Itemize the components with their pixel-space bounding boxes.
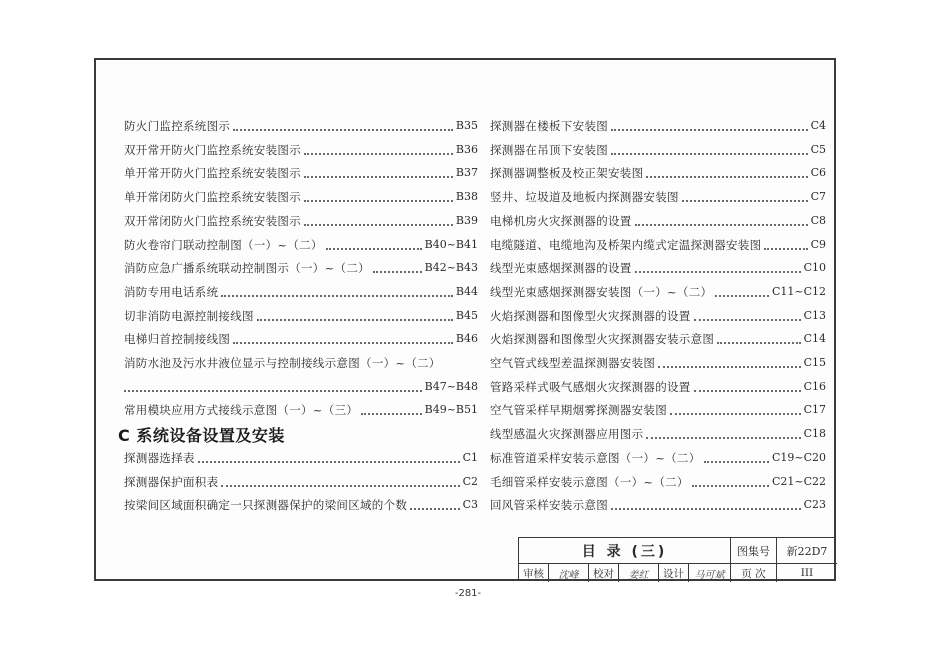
toc-entry-page: C4 [810, 119, 826, 132]
toc-entry [490, 329, 826, 349]
toc-entry-page: B45 [455, 308, 478, 322]
toc-entry-page: C10 [803, 261, 826, 275]
title-block [518, 537, 836, 581]
dot-leader [611, 507, 801, 510]
dot-leader [658, 365, 800, 368]
toc-entry-page: C8 [810, 213, 826, 227]
dot-leader [611, 152, 808, 155]
dot-leader [694, 389, 801, 392]
toc-entry-title: 单开常开防火门监控系统安装图示 [124, 166, 301, 181]
dot-leader [611, 128, 808, 131]
toc-entry [490, 353, 826, 373]
atlas-number-value: 新22D7 [777, 538, 837, 564]
toc-entry-page: C6 [810, 166, 826, 180]
toc-entry [490, 472, 826, 492]
dot-leader [221, 484, 459, 487]
design-label: 设计 [659, 564, 689, 582]
toc-entry-page: B42~B43 [424, 261, 478, 275]
toc-entry [124, 211, 478, 231]
toc-entry [490, 282, 826, 302]
toc-entry-page: C5 [810, 142, 826, 156]
toc-entry-title: 防火门监控系统图示 [124, 119, 231, 133]
toc-entry [490, 258, 826, 278]
toc-entry-page: B38 [455, 190, 478, 204]
atlas-number-label: 图集号 [731, 538, 777, 564]
toc-entry [124, 472, 478, 492]
dot-leader [764, 247, 807, 250]
review-signature: 沈峰 [549, 564, 589, 582]
toc-entry-page: C9 [810, 237, 826, 251]
dot-leader [304, 175, 453, 178]
toc-entry-page: C3 [462, 498, 478, 512]
toc-entry-title: 探测器保护面积表 [124, 474, 219, 489]
dot-leader [635, 270, 801, 273]
dot-leader [361, 412, 421, 415]
toc-entry [490, 424, 826, 444]
dot-leader [646, 175, 807, 178]
dot-leader [221, 294, 453, 297]
section-c-heading: C 系统设备设置及安装 [118, 426, 285, 445]
toc-entry-title: 消防水池及污水井液位显示与控制接线示意图（一）~（二） [124, 356, 441, 370]
page-number: -281- [454, 588, 482, 599]
toc-entry [124, 282, 478, 302]
toc-entry-title: 按梁间区域面积确定一只探测器保护的梁间区域的个数 [124, 498, 408, 513]
toc-entry-page: B36 [455, 142, 478, 156]
toc-entry-page: C13 [803, 308, 826, 322]
drawing-sheet [94, 58, 836, 581]
toc-entry [490, 306, 826, 326]
dot-leader [670, 412, 801, 415]
toc-entry-title: 线型光束感烟探测器安装图（一）~（二） [490, 284, 713, 299]
toc-entry-title: 竖井、垃圾道及地板内探测器安装图 [490, 190, 679, 205]
dot-leader [233, 341, 453, 344]
toc-entry [124, 116, 478, 136]
toc-entry-title: 火焰探测器和图像型火灾探测器安装示意图 [490, 332, 715, 347]
toc-entry [490, 140, 826, 160]
toc-entry-page: C17 [803, 403, 826, 417]
dot-leader [124, 389, 422, 392]
dot-leader [373, 270, 422, 273]
toc-entry [490, 235, 826, 255]
toc-entry-page: C11~C12 [771, 284, 826, 298]
toc-entry [124, 377, 478, 397]
dot-leader [410, 507, 459, 510]
dot-leader [233, 128, 453, 131]
toc-entry [124, 258, 478, 278]
dot-leader [692, 484, 769, 487]
dot-leader [304, 223, 453, 226]
dot-leader [682, 199, 808, 202]
toc-entry-title: 探测器在吊顶下安装图 [490, 142, 608, 157]
toc-entry-page: C1 [462, 451, 478, 464]
dot-leader [694, 318, 801, 321]
toc-entry-title: 防火卷帘门联动控制图（一）~（二） [124, 237, 323, 252]
toc-entry-page: C23 [803, 498, 826, 512]
toc-entry [124, 235, 478, 255]
dot-leader [304, 152, 453, 155]
dot-leader [257, 318, 453, 321]
dot-leader [717, 341, 800, 344]
toc-entry-page: C19~C20 [771, 450, 826, 464]
dot-leader [715, 294, 769, 297]
dot-leader [635, 223, 808, 226]
toc-entry-title: 空气管采样早期烟雾探测器安装图 [490, 403, 667, 418]
check-label: 校对 [589, 564, 619, 582]
toc-entry [124, 163, 478, 183]
toc-entry-title: 双开常闭防火门监控系统安装图示 [124, 213, 301, 228]
toc-entry-title: 毛细管采样安装示意图（一）~（二） [490, 474, 689, 489]
toc-entry-title: 探测器选择表 [124, 451, 195, 465]
toc-entry [124, 400, 478, 420]
toc-entry-title: 电梯机房火灾探测器的设置 [490, 213, 632, 228]
toc-entry-page: C7 [810, 190, 826, 204]
check-signature: 姜红 [619, 564, 659, 582]
toc-entry-title: 回风管采样安装示意图 [490, 498, 608, 513]
toc-entry-page: B35 [455, 119, 478, 132]
toc-entry [490, 448, 826, 468]
toc-entry-title: 空气管式线型差温探测器安装图 [490, 356, 656, 370]
toc-entry-page: C21~C22 [771, 474, 826, 488]
dot-leader [326, 247, 422, 250]
toc-entry-title: 标准管道采样安装示意图（一）~（二） [490, 450, 701, 465]
toc-entry [490, 211, 826, 231]
toc-entry [124, 306, 478, 326]
toc-entry-page: B39 [455, 213, 478, 227]
toc-entry-title: 探测器调整板及校正架安装图 [490, 166, 644, 181]
dot-leader [704, 460, 769, 463]
toc-entry [124, 448, 478, 468]
dot-leader [304, 199, 453, 202]
dot-leader [198, 460, 460, 463]
toc-entry-page: B47~B48 [424, 379, 478, 393]
page-label: 页 次 [731, 564, 777, 582]
toc-entry [490, 163, 826, 183]
toc-entry-title: 单开常闭防火门监控系统安装图示 [124, 190, 301, 205]
toc-entry-title: 管路采样式吸气感烟火灾探测器的设置 [490, 379, 691, 394]
toc-entry [490, 377, 826, 397]
toc-entry-page: C18 [803, 427, 826, 441]
page-value: III [800, 567, 814, 579]
toc-entry-title: 常用模块应用方式接线示意图（一）~（三） [124, 403, 359, 418]
toc-entry-title: 消防应急广播系统联动控制图示（一）~（二） [124, 261, 370, 276]
toc-entry-page: C14 [803, 332, 826, 346]
toc-entry-title: 电缆隧道、电缆地沟及桥架内缆式定温探测器安装图 [490, 237, 762, 252]
design-signature: 马可斌 [689, 564, 731, 582]
toc-entry [124, 329, 478, 349]
toc-entry [124, 187, 478, 207]
toc-entry [490, 116, 826, 136]
toc-entry-title: 线型光束感烟探测器的设置 [490, 261, 632, 276]
toc-entry-title: 探测器在楼板下安装图 [490, 119, 608, 133]
toc-entry-title: 火焰探测器和图像型火灾探测器的设置 [490, 308, 691, 323]
toc-entry [124, 140, 478, 160]
toc-entry [490, 400, 826, 420]
toc-entry-title: 切非消防电源控制接线图 [124, 308, 254, 323]
toc-entry-page: B40~B41 [424, 237, 478, 251]
dot-leader [646, 436, 800, 439]
toc-entry [490, 495, 826, 515]
review-label: 审核 [519, 564, 549, 582]
toc-entry [490, 187, 826, 207]
toc-entry [124, 353, 478, 373]
toc-entry-title: 线型感温火灾探测器应用图示 [490, 427, 644, 442]
toc-entry-page: B44 [455, 284, 478, 298]
toc-entry [124, 495, 478, 515]
title-block-title: 目 录 (三) [519, 538, 731, 564]
toc-entry-title: 电梯归首控制接线图 [124, 332, 231, 347]
toc-entry-page: B46 [455, 332, 478, 346]
toc-entry-page: C2 [462, 474, 478, 488]
toc-entry-page: B37 [455, 166, 478, 180]
toc-entry-title: 消防专用电话系统 [124, 284, 219, 299]
toc-entry-page: C15 [803, 356, 826, 369]
toc-entry-page: B49~B51 [424, 403, 478, 417]
toc-entry-title: 双开常开防火门监控系统安装图示 [124, 142, 301, 157]
toc-entry-page: C16 [803, 379, 826, 393]
